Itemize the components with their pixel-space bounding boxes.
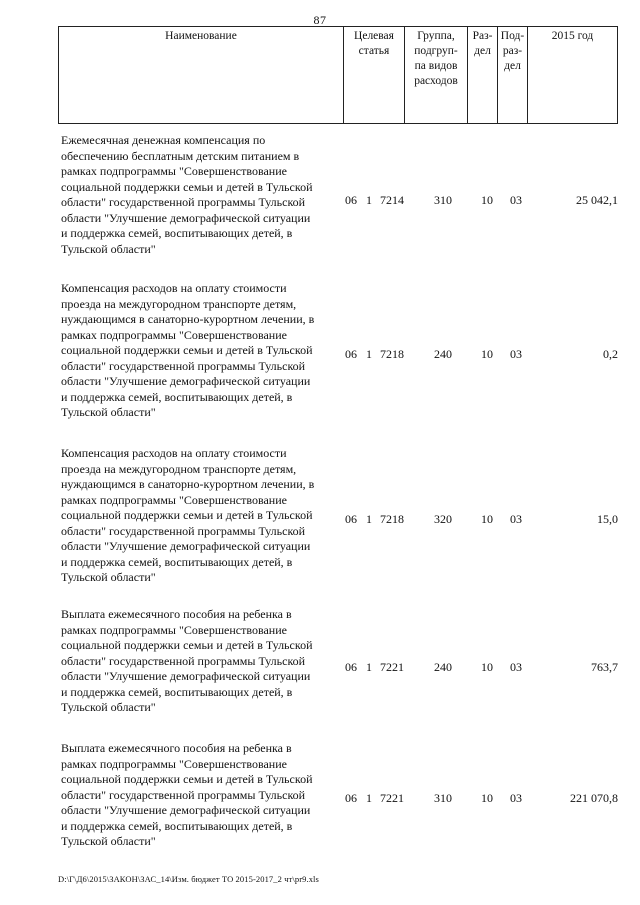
row-name-line: социальной поддержки семьи и детей в Тульской [61,179,313,194]
target-article-subprogram: 1 [366,660,372,674]
row-name-line: проезда на междугородном транспорте детям, [61,461,297,476]
page-number: 87 [313,13,327,27]
amount-2015: 15,0 [597,512,618,526]
header-target-line2: статья [358,45,390,57]
header-name [59,27,344,123]
subsection-code: 03 [510,660,522,674]
row-name-line: области "Улучшение демографической ситуации [61,539,311,553]
target-article-program: 06 [345,193,357,207]
section-code: 10 [481,193,493,207]
row-name-line: области "Улучшение демографической ситуации [61,374,311,388]
amount-2015: 25 042,1 [576,193,618,207]
target-article-subprogram: 1 [366,347,372,361]
table-row [58,281,618,421]
row-name-line: Ежемесячная денежная компенсация по [61,133,266,147]
row-name-line: Тульской области" [61,700,156,714]
row-name [61,741,343,850]
target-article-program: 06 [345,660,357,674]
table-row [58,133,618,273]
target-article-code: 7221 [380,791,404,805]
row-name-line: и поддержка семей, воспитывающих детей, в [61,684,293,699]
amount-2015: 0,2 [603,347,618,361]
target-article-subprogram: 1 [366,791,372,805]
target-article-program: 06 [345,347,357,361]
header-section [468,27,498,123]
row-name-line: области" государственной программы Тульской [61,358,306,373]
header-podrazdel-line3: дел [504,60,521,72]
target-article-code: 7218 [380,512,404,526]
row-name [61,607,343,716]
section-code: 10 [481,512,493,526]
row-name-line: нуждающимся в санаторно-курортном лечении, в [61,477,315,491]
expense-group: 240 [434,660,452,674]
header-razdel-line2: дел [474,45,491,57]
row-name-line: области" государственной программы Тульской [61,787,306,802]
row-name-line: обеспечению бесплатным детским питанием в [61,148,300,163]
row-name-line: области "Улучшение демографической ситуации [61,669,311,683]
row-name-line: рамках подпрограммы "Совершенствование [61,756,287,771]
target-article-subprogram: 1 [366,193,372,207]
row-name-line: и поддержка семей, воспитывающих детей, в [61,389,293,404]
header-year [528,27,617,123]
row-name-line: Тульской области" [61,241,156,256]
file-path-footer: D:\Г\Д6\2015\ЗАКОН\ЗАС_14\Изм. бюджет ТО 2015-2017_2 чт\pr9.xls [58,874,319,884]
row-name-line: нуждающимся в санаторно-курортном лечении, в [61,312,315,326]
table-header [58,26,618,124]
header-name-label: Наименование [165,30,237,42]
target-article-subprogram: 1 [366,512,372,526]
row-name-line: и поддержка семей, воспитывающих детей, в [61,226,293,240]
expense-group: 320 [434,512,452,526]
header-expense-group [405,27,468,123]
row-name-line: Компенсация расходов на оплату стоимости [61,281,287,295]
row-name-line: Компенсация расходов на оплату стоимости [61,446,287,460]
amount-2015: 763,7 [591,660,618,674]
row-name-line: Тульской области" [61,834,156,848]
header-year-label: 2015 год [551,30,594,42]
amount-2015: 221 070,8 [570,791,618,805]
expense-group: 310 [434,791,452,805]
row-name [61,446,343,586]
row-name-line: области "Улучшение демографической ситуации [61,803,311,817]
subsection-code: 03 [510,347,522,361]
row-name-line: рамках подпрограммы "Совершенствование [61,622,287,637]
header-target-line1: Целевая [354,30,394,42]
row-name-line: социальной поддержки семьи и детей в Тульской [61,508,313,522]
subsection-code: 03 [510,512,522,526]
table-row [58,446,618,586]
target-article-program: 06 [345,512,357,526]
header-group-line3: па видов [414,60,458,72]
header-group-line2: подгруп- [414,45,458,57]
target-article-program: 06 [345,791,357,805]
row-name-line: социальной поддержки семьи и детей в Тульской [61,772,313,786]
header-group-line4: расходов [414,75,458,87]
row-name-line: проезда на междугородном транспорте детям, [61,296,297,311]
row-name-line: и поддержка семей, воспитывающих детей, в [61,818,293,833]
row-name [61,133,343,257]
section-code: 10 [481,660,493,674]
row-name-line: области" государственной программы Тульской [61,195,306,209]
table-row [58,741,618,881]
row-name-line: области" государственной программы Тульской [61,523,306,538]
header-group-line1: Группа, [417,30,455,42]
row-name-line: и поддержка семей, воспитывающих детей, в [61,554,293,569]
row-name-line: Тульской области" [61,405,156,419]
target-article-code: 7218 [380,347,404,361]
row-name-line: рамках подпрограммы "Совершенствование [61,327,287,342]
row-name-line: социальной поддержки семьи и детей в Тульской [61,638,313,652]
row-name-line: Выплата ежемесячного пособия на ребенка в [61,741,292,755]
row-name [61,281,343,421]
row-name-line: Тульской области" [61,570,156,584]
header-subsection [498,27,528,123]
row-name-line: области" государственной программы Тульской [61,653,306,668]
row-name-line: области "Улучшение демографической ситуации [61,210,311,225]
subsection-code: 03 [510,193,522,207]
table-row [58,607,618,747]
row-name-line: рамках подпрограммы "Совершенствование [61,492,287,507]
section-code: 10 [481,791,493,805]
subsection-code: 03 [510,791,522,805]
row-name-line: Выплата ежемесячного пособия на ребенка в [61,607,292,621]
expense-group: 240 [434,347,452,361]
header-podrazdel-line2: раз- [502,45,523,57]
row-name-line: рамках подпрограммы "Совершенствование [61,164,287,178]
header-podrazdel-line1: Под- [500,30,525,42]
section-code: 10 [481,347,493,361]
row-name-line: социальной поддержки семьи и детей в Тульской [61,343,313,357]
header-target-article [344,27,405,123]
target-article-code: 7221 [380,660,404,674]
expense-group: 310 [434,193,452,207]
target-article-code: 7214 [380,193,404,207]
header-razdel-line1: Раз- [472,30,493,42]
